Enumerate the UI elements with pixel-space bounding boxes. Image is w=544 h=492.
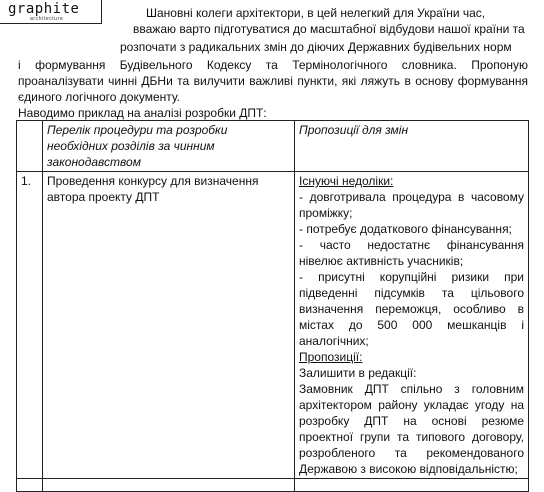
header-proposals-cell: Пропозиції для змін — [295, 121, 529, 172]
header-number-cell — [17, 121, 43, 172]
intro-line-3: розпочати з радикальних змін до діючих Державних будівельних норм — [120, 40, 512, 54]
row-procedure-cell: Проведення конкурсу для визначення автора проекту ДПТ — [43, 172, 295, 479]
table-header-row — [17, 121, 529, 172]
logo-subtitle: architecture — [30, 16, 64, 22]
intro-line-5: проаналізувати чинні ДБНи та вилучити важливі пункти, які ляжуть в основу формування — [18, 74, 528, 88]
intro-line-7: Наводимо приклад на аналізі розробки ДПТ: — [18, 106, 267, 120]
existing-issue-item: - часто недостатнє фінансування нівелює активність учасників; — [299, 238, 524, 268]
leave-in-edition-text: Замовник ДПТ спільно з головним архітектором району укладає угоду на розробку ДПТ на основі резюме проектної групи та типового договору, розробленого та рекомендованого Державою з високою відповідальністю; — [299, 382, 524, 476]
intro-line-2: вважаю варто підготуватися до масштабної відбудови нашої країни та — [133, 22, 525, 36]
table-row-next — [17, 479, 529, 492]
existing-issues-title: Існуючі недоліки: — [299, 174, 394, 188]
proposals-title: Пропозиції: — [299, 350, 363, 364]
intro-line-6: єдиного логічного документу. — [18, 90, 181, 104]
dpt-analysis-table — [16, 120, 529, 492]
intro-line-4: і формування Будівельного Кодексу та Термінологічного словника. Пропоную — [18, 58, 528, 72]
graphite-logo — [0, 0, 102, 24]
table-row — [17, 172, 529, 479]
row-proposals-cell — [295, 172, 529, 479]
logo-word: graphite — [8, 1, 80, 17]
existing-issue-item: - присутні корупційні ризики при підведенні підсумків та цільового визначення переможця, особливо в містах до 500 000 мешканців і аналогічних; — [299, 270, 524, 348]
existing-issue-item: - довготривала процедура в часовому проміжку; — [299, 190, 524, 220]
intro-line-1: Шановні колеги архітектори, в цей нелегкий для України час, — [146, 6, 486, 20]
header-procedure-cell: Перелік процедури та розробки необхідних розділів за чинним законодавством — [43, 121, 295, 172]
existing-issue-item: - потребує додаткового фінансування; — [299, 222, 512, 236]
leave-in-edition-title: Залишити в редакції: — [299, 366, 417, 380]
row-number-cell: 1. — [17, 172, 43, 479]
